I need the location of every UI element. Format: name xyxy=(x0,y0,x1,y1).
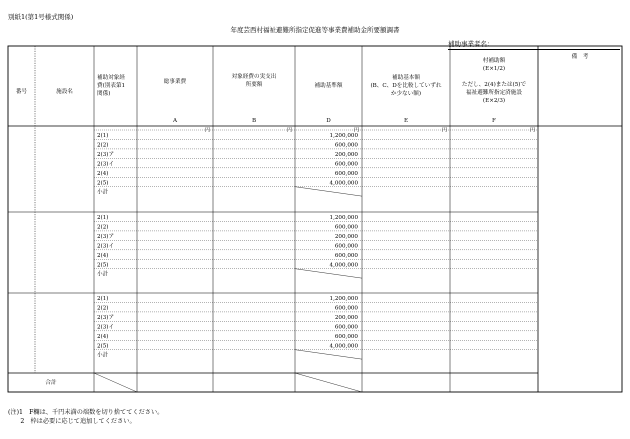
item-code: 2(3)イ xyxy=(97,161,115,168)
column-letter: F xyxy=(492,118,496,124)
header-number: 番号 xyxy=(15,89,28,95)
standard-amount: 1,200,000 xyxy=(329,133,358,139)
standard-amount: 600,000 xyxy=(334,324,358,331)
item-code: 2(3)ア xyxy=(97,233,115,240)
item-code: 2(5) xyxy=(97,180,109,187)
item-code: 2(4) xyxy=(97,252,109,259)
yen-unit: 円 xyxy=(286,127,292,134)
yen-unit: 円 xyxy=(529,127,535,134)
standard-amount: 200,000 xyxy=(334,314,358,321)
column-letter: D xyxy=(326,118,331,124)
item-code: 2(3)ア xyxy=(97,151,115,158)
note-2: 2 枠は必要に応じて追加してください。 xyxy=(8,418,136,425)
header-subsidy-type: 補助対象経 xyxy=(97,75,125,81)
standard-amount: 600,000 xyxy=(334,305,358,312)
standard-amount: 200,000 xyxy=(334,233,358,240)
standard-amount: 600,000 xyxy=(334,142,358,149)
standard-amount: 600,000 xyxy=(334,252,358,259)
item-code: 2(2) xyxy=(97,142,109,149)
applicant-label: 補助事業者名： xyxy=(448,40,494,48)
header-basic-amount: か少ない額) xyxy=(390,91,422,97)
subtotal-slash xyxy=(295,187,362,196)
note-1: (注)1 F欄は、千円未満の端数を切り捨ててください。 xyxy=(8,409,164,416)
yen-unit: 円 xyxy=(204,127,210,134)
standard-amount: 600,000 xyxy=(334,243,358,250)
standard-amount: 600,000 xyxy=(334,224,358,231)
header-total-cost: 総事業費 xyxy=(163,79,187,85)
item-code: 2(1) xyxy=(97,296,109,302)
item-code: 2(5) xyxy=(97,262,109,269)
item-code: 2(4) xyxy=(97,170,109,177)
total-slash xyxy=(94,373,137,392)
header-village-subsidy: (E×1/2) xyxy=(482,66,506,72)
column-letter: A xyxy=(172,118,178,124)
subtotal-label: 小計 xyxy=(97,271,109,278)
standard-amount: 4,000,000 xyxy=(329,180,358,187)
header-village-subsidy: (E×2/3) xyxy=(482,98,506,104)
header-subsidy-type: 費(別表第1 xyxy=(97,83,126,89)
yen-unit: 円 xyxy=(353,127,359,134)
header-remarks: 備 考 xyxy=(571,54,589,60)
header-village-subsidy: 村補助額 xyxy=(482,58,506,64)
standard-amount: 4,000,000 xyxy=(329,343,358,350)
item-code: 2(3)イ xyxy=(97,243,115,250)
header-village-subsidy: 福祉避難所指定済施設 xyxy=(466,90,522,96)
item-code: 2(2) xyxy=(97,224,109,231)
item-code: 2(1) xyxy=(97,133,109,139)
header-subsidy-type: 関係) xyxy=(97,91,111,97)
item-code: 2(2) xyxy=(97,305,109,312)
standard-amount: 1,200,000 xyxy=(329,296,358,302)
total-slash xyxy=(295,373,362,392)
item-code: 2(5) xyxy=(97,343,109,350)
subtotal-label: 小計 xyxy=(97,352,109,359)
standard-amount: 600,000 xyxy=(334,333,358,340)
yen-unit: 円 xyxy=(441,127,447,134)
item-code: 2(3)イ xyxy=(97,324,115,331)
subtotal-label: 小計 xyxy=(97,189,109,196)
standard-amount: 600,000 xyxy=(334,161,358,168)
header-village-subsidy: ただし、2(4)または(5)で xyxy=(461,82,527,88)
total-label: 合計 xyxy=(45,380,57,386)
item-code: 2(1) xyxy=(97,215,109,221)
standard-amount: 1,200,000 xyxy=(329,215,358,221)
column-letter: E xyxy=(403,118,409,124)
document-title: 年度芸西村福祉避難所指定促進等事業費補助金所要額調書 xyxy=(230,26,400,34)
header-actual-expense: 所要額 xyxy=(245,82,263,88)
column-letter: B xyxy=(251,118,257,124)
header-basic-amount: (B、C、Dを比較していずれ xyxy=(370,83,442,89)
form-label: 別紙1(第1号様式関係) xyxy=(8,13,74,21)
subtotal-slash xyxy=(295,269,362,278)
header-facility-name: 施設名 xyxy=(56,89,73,95)
item-code: 2(4) xyxy=(97,333,109,340)
item-code: 2(3)ア xyxy=(97,314,115,321)
standard-amount: 4,000,000 xyxy=(329,262,358,269)
header-basic-amount: 補助基本額 xyxy=(392,75,420,81)
subtotal-slash xyxy=(295,350,362,359)
header-actual-expense: 対象経費の実支出 xyxy=(231,74,277,80)
header-standard-amount: 補助基準額 xyxy=(314,83,343,89)
standard-amount: 600,000 xyxy=(334,170,358,177)
standard-amount: 200,000 xyxy=(334,151,358,158)
